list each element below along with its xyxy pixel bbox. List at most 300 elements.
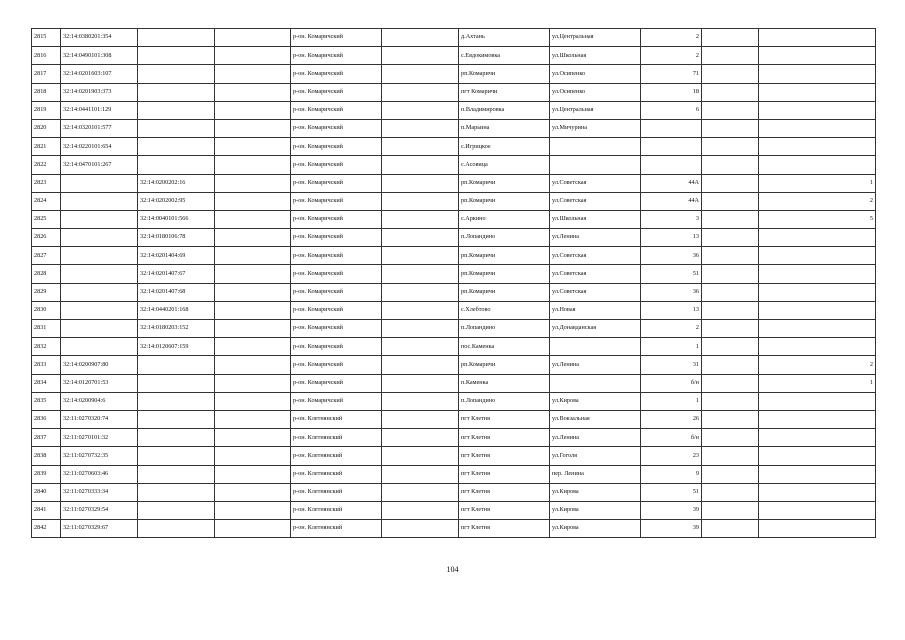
cadastral-number-alt-cell <box>138 465 215 483</box>
street-cell <box>550 156 641 174</box>
district-cell: р-он. Комаричский <box>291 192 382 210</box>
district-cell: р-он. Комаричский <box>291 247 382 265</box>
apartment-cell <box>759 283 876 301</box>
empty-cell <box>215 465 291 483</box>
table-row <box>32 29 876 47</box>
empty-cell <box>215 210 291 228</box>
table-row <box>32 156 876 174</box>
district-cell: р-он. Комаричский <box>291 374 382 392</box>
empty-cell-3 <box>702 192 759 210</box>
cadastral-number-cell: 32:14:0441101:129 <box>61 101 138 119</box>
empty-cell-2 <box>382 192 459 210</box>
street-cell: ул.Осипенко <box>550 83 641 101</box>
cadastral-number-cell: 32:14:0200907:80 <box>61 356 138 374</box>
empty-cell-3 <box>702 65 759 83</box>
apartment-cell: 2 <box>759 356 876 374</box>
empty-cell-2 <box>382 29 459 47</box>
apartment-cell <box>759 138 876 156</box>
empty-cell <box>215 356 291 374</box>
empty-cell-3 <box>702 501 759 519</box>
page-number: 104 <box>446 565 459 574</box>
cadastral-number-cell <box>61 192 138 210</box>
table-row <box>32 501 876 519</box>
cadastral-number-alt-cell: 32:14:0180106:78 <box>138 229 215 247</box>
empty-cell-3 <box>702 520 759 538</box>
table-row <box>32 320 876 338</box>
apartment-cell <box>759 447 876 465</box>
apartment-cell <box>759 520 876 538</box>
row-number-cell: 2826 <box>32 229 61 247</box>
apartment-cell <box>759 47 876 65</box>
row-number-cell: 2839 <box>32 465 61 483</box>
empty-cell-3 <box>702 301 759 319</box>
table-row <box>32 338 876 356</box>
cadastral-number-cell: 32:14:0490101:308 <box>61 47 138 65</box>
row-number-cell: 2815 <box>32 29 61 47</box>
empty-cell-2 <box>382 429 459 447</box>
cadastral-number-alt-cell: 32:14:0180203:152 <box>138 320 215 338</box>
district-cell: р-он. Комаричский <box>291 174 382 192</box>
street-cell <box>550 374 641 392</box>
cadastral-number-alt-cell <box>138 392 215 410</box>
empty-cell-3 <box>702 283 759 301</box>
district-cell: р-он. Комаричский <box>291 138 382 156</box>
table-row <box>32 65 876 83</box>
empty-cell-2 <box>382 47 459 65</box>
district-cell: р-он. Клетнянский <box>291 410 382 428</box>
house-number-cell: 44А <box>641 174 702 192</box>
cadastral-number-cell <box>61 265 138 283</box>
empty-cell-3 <box>702 356 759 374</box>
empty-cell <box>215 410 291 428</box>
cadastral-number-alt-cell <box>138 410 215 428</box>
row-number-cell: 2817 <box>32 65 61 83</box>
street-cell: ул.Осипенко <box>550 65 641 83</box>
row-number-cell: 2827 <box>32 247 61 265</box>
street-cell: ул.Советская <box>550 174 641 192</box>
empty-cell <box>215 429 291 447</box>
empty-cell-2 <box>382 410 459 428</box>
locality-cell: с.Игрицкое <box>459 138 550 156</box>
district-cell: р-он. Комаричский <box>291 392 382 410</box>
house-number-cell: 6 <box>641 101 702 119</box>
table-row <box>32 356 876 374</box>
table-row <box>32 429 876 447</box>
empty-cell-3 <box>702 320 759 338</box>
empty-cell-3 <box>702 156 759 174</box>
district-cell: р-он. Клетнянский <box>291 520 382 538</box>
locality-cell: пгт Клетня <box>459 483 550 501</box>
cadastral-number-alt-cell: 32:14:0040101:566 <box>138 210 215 228</box>
house-number-cell <box>641 156 702 174</box>
apartment-cell <box>759 483 876 501</box>
cadastral-number-alt-cell: 32:14:0200202:16 <box>138 174 215 192</box>
locality-cell: с.Хлебтово <box>459 301 550 319</box>
cadastral-number-cell <box>61 320 138 338</box>
empty-cell <box>215 501 291 519</box>
empty-cell-3 <box>702 465 759 483</box>
empty-cell-2 <box>382 338 459 356</box>
district-cell: р-он. Клетнянский <box>291 429 382 447</box>
table-row <box>32 47 876 65</box>
street-cell <box>550 338 641 356</box>
register-table-body <box>32 29 876 538</box>
house-number-cell: 51 <box>641 265 702 283</box>
street-cell: ул.Гоголя <box>550 447 641 465</box>
street-cell: ул.Советская <box>550 265 641 283</box>
street-cell: ул.Школьная <box>550 210 641 228</box>
locality-cell: рп.Комаричи <box>459 283 550 301</box>
apartment-cell: 1 <box>759 374 876 392</box>
cadastral-number-alt-cell <box>138 374 215 392</box>
cadastral-number-cell: 32:11:0270329:67 <box>61 520 138 538</box>
house-number-cell: 3 <box>641 210 702 228</box>
apartment-cell <box>759 119 876 137</box>
empty-cell-2 <box>382 83 459 101</box>
cadastral-number-cell: 32:14:0201603:107 <box>61 65 138 83</box>
locality-cell: с.Евдокимовка <box>459 47 550 65</box>
apartment-cell: 1 <box>759 174 876 192</box>
district-cell: р-он. Комаричский <box>291 29 382 47</box>
empty-cell-2 <box>382 210 459 228</box>
street-cell: пер. Ленина <box>550 465 641 483</box>
empty-cell-3 <box>702 29 759 47</box>
district-cell: р-он. Клетнянский <box>291 483 382 501</box>
apartment-cell <box>759 301 876 319</box>
street-cell: ул.Кирова <box>550 520 641 538</box>
cadastral-number-alt-cell <box>138 29 215 47</box>
empty-cell-2 <box>382 247 459 265</box>
locality-cell: рп.Комаричи <box>459 65 550 83</box>
cadastral-number-alt-cell: 32:14:0201404:69 <box>138 247 215 265</box>
table-row <box>32 192 876 210</box>
cadastral-number-cell <box>61 174 138 192</box>
row-number-cell: 2828 <box>32 265 61 283</box>
house-number-cell: 51 <box>641 483 702 501</box>
locality-cell: пгт Клетня <box>459 410 550 428</box>
empty-cell <box>215 301 291 319</box>
house-number-cell: 1 <box>641 338 702 356</box>
apartment-cell: 5 <box>759 210 876 228</box>
empty-cell-3 <box>702 374 759 392</box>
table-row <box>32 392 876 410</box>
street-cell: ул.Кирова <box>550 392 641 410</box>
cadastral-number-alt-cell <box>138 65 215 83</box>
apartment-cell <box>759 101 876 119</box>
row-number-cell: 2819 <box>32 101 61 119</box>
row-number-cell: 2824 <box>32 192 61 210</box>
cadastral-number-alt-cell <box>138 138 215 156</box>
empty-cell-2 <box>382 374 459 392</box>
district-cell: р-он. Комаричский <box>291 101 382 119</box>
table-row <box>32 301 876 319</box>
cadastral-number-alt-cell: 32:14:0201407:68 <box>138 283 215 301</box>
empty-cell-3 <box>702 483 759 501</box>
empty-cell-3 <box>702 247 759 265</box>
empty-cell <box>215 192 291 210</box>
empty-cell-2 <box>382 392 459 410</box>
cadastral-number-cell: 32:14:0201903:373 <box>61 83 138 101</box>
street-cell: ул.Советская <box>550 283 641 301</box>
street-cell: ул.Центральная <box>550 29 641 47</box>
empty-cell-2 <box>382 356 459 374</box>
empty-cell-3 <box>702 410 759 428</box>
street-cell <box>550 138 641 156</box>
empty-cell-3 <box>702 119 759 137</box>
table-row <box>32 101 876 119</box>
street-cell: ул.Кирова <box>550 501 641 519</box>
empty-cell <box>215 520 291 538</box>
empty-cell-3 <box>702 210 759 228</box>
empty-cell-2 <box>382 501 459 519</box>
cadastral-number-alt-cell <box>138 119 215 137</box>
table-row <box>32 119 876 137</box>
cadastral-number-cell: 32:11:0270732:35 <box>61 447 138 465</box>
district-cell: р-он. Комаричский <box>291 338 382 356</box>
empty-cell <box>215 483 291 501</box>
cadastral-number-alt-cell: 32:14:0120607:159 <box>138 338 215 356</box>
house-number-cell: 13 <box>641 301 702 319</box>
empty-cell <box>215 101 291 119</box>
empty-cell <box>215 338 291 356</box>
cadastral-number-cell <box>61 301 138 319</box>
locality-cell: рп.Комаричи <box>459 174 550 192</box>
cadastral-number-cell <box>61 229 138 247</box>
cadastral-number-cell: 32:11:0270603:46 <box>61 465 138 483</box>
empty-cell <box>215 374 291 392</box>
empty-cell-3 <box>702 83 759 101</box>
empty-cell <box>215 320 291 338</box>
house-number-cell: 36 <box>641 247 702 265</box>
row-number-cell: 2834 <box>32 374 61 392</box>
locality-cell: пос.Каменка <box>459 338 550 356</box>
table-row <box>32 483 876 501</box>
empty-cell <box>215 283 291 301</box>
row-number-cell: 2823 <box>32 174 61 192</box>
district-cell: р-он. Клетнянский <box>291 465 382 483</box>
empty-cell-3 <box>702 447 759 465</box>
district-cell: р-он. Комаричский <box>291 83 382 101</box>
district-cell: р-он. Комаричский <box>291 320 382 338</box>
street-cell: ул.Ленина <box>550 356 641 374</box>
empty-cell <box>215 392 291 410</box>
locality-cell: п.Каменка <box>459 374 550 392</box>
empty-cell <box>215 229 291 247</box>
row-number-cell: 2830 <box>32 301 61 319</box>
empty-cell <box>215 138 291 156</box>
cadastral-number-alt-cell: 32:14:0440201:168 <box>138 301 215 319</box>
locality-cell: пгт Клетня <box>459 501 550 519</box>
row-number-cell: 2838 <box>32 447 61 465</box>
row-number-cell: 2836 <box>32 410 61 428</box>
empty-cell-2 <box>382 174 459 192</box>
table-row <box>32 283 876 301</box>
house-number-cell: 39 <box>641 501 702 519</box>
cadastral-number-cell: 32:11:0270101:32 <box>61 429 138 447</box>
house-number-cell: 2 <box>641 29 702 47</box>
empty-cell-3 <box>702 138 759 156</box>
street-cell: ул.Донавданская <box>550 320 641 338</box>
apartment-cell: 2 <box>759 192 876 210</box>
house-number-cell: 18 <box>641 83 702 101</box>
cadastral-number-alt-cell <box>138 520 215 538</box>
apartment-cell <box>759 338 876 356</box>
empty-cell <box>215 174 291 192</box>
apartment-cell <box>759 247 876 265</box>
row-number-cell: 2833 <box>32 356 61 374</box>
cadastral-number-alt-cell <box>138 47 215 65</box>
house-number-cell: 26 <box>641 410 702 428</box>
street-cell: ул.Кирова <box>550 483 641 501</box>
empty-cell <box>215 156 291 174</box>
row-number-cell: 2841 <box>32 501 61 519</box>
row-number-cell: 2831 <box>32 320 61 338</box>
empty-cell <box>215 447 291 465</box>
empty-cell-3 <box>702 429 759 447</box>
empty-cell-2 <box>382 65 459 83</box>
empty-cell-2 <box>382 301 459 319</box>
house-number-cell: 9 <box>641 465 702 483</box>
district-cell: р-он. Комаричский <box>291 47 382 65</box>
table-row <box>32 465 876 483</box>
apartment-cell <box>759 65 876 83</box>
house-number-cell: 1 <box>641 392 702 410</box>
cadastral-number-alt-cell <box>138 156 215 174</box>
locality-cell: рп.Комаричи <box>459 192 550 210</box>
apartment-cell <box>759 265 876 283</box>
row-number-cell: 2835 <box>32 392 61 410</box>
locality-cell: п.Владимировка <box>459 101 550 119</box>
locality-cell: п.Лопандино <box>459 229 550 247</box>
table-row <box>32 374 876 392</box>
locality-cell: рп.Комаричи <box>459 265 550 283</box>
empty-cell-3 <box>702 47 759 65</box>
table-row <box>32 520 876 538</box>
empty-cell-2 <box>382 156 459 174</box>
empty-cell-3 <box>702 229 759 247</box>
cadastral-number-cell: 32:14:0220101:654 <box>61 138 138 156</box>
register-table <box>31 28 876 538</box>
cadastral-number-cell: 32:14:0120701:53 <box>61 374 138 392</box>
empty-cell <box>215 65 291 83</box>
apartment-cell <box>759 320 876 338</box>
empty-cell <box>215 119 291 137</box>
apartment-cell <box>759 156 876 174</box>
locality-cell: рп.Комаричи <box>459 247 550 265</box>
empty-cell-2 <box>382 283 459 301</box>
row-number-cell: 2832 <box>32 338 61 356</box>
district-cell: р-он. Комаричский <box>291 65 382 83</box>
house-number-cell: б/н <box>641 374 702 392</box>
house-number-cell: 71 <box>641 65 702 83</box>
table-row <box>32 83 876 101</box>
cadastral-number-alt-cell <box>138 83 215 101</box>
empty-cell-2 <box>382 447 459 465</box>
table-row <box>32 410 876 428</box>
district-cell: р-он. Комаричский <box>291 301 382 319</box>
street-cell: ул.Советская <box>550 247 641 265</box>
street-cell: ул.Центральная <box>550 101 641 119</box>
empty-cell <box>215 265 291 283</box>
cadastral-number-cell: 32:14:0380201:354 <box>61 29 138 47</box>
locality-cell: п.Лопандино <box>459 320 550 338</box>
row-number-cell: 2822 <box>32 156 61 174</box>
locality-cell: пгт Комаричи <box>459 83 550 101</box>
house-number-cell: 36 <box>641 283 702 301</box>
locality-cell: рп.Комаричи <box>459 356 550 374</box>
table-row <box>32 138 876 156</box>
district-cell: р-он. Комаричский <box>291 229 382 247</box>
empty-cell-2 <box>382 229 459 247</box>
district-cell: р-он. Клетнянский <box>291 447 382 465</box>
cadastral-number-alt-cell <box>138 356 215 374</box>
house-number-cell: 2 <box>641 320 702 338</box>
district-cell: р-он. Комаричский <box>291 356 382 374</box>
table-row <box>32 265 876 283</box>
empty-cell <box>215 47 291 65</box>
empty-cell-2 <box>382 465 459 483</box>
locality-cell: п.Лопандино <box>459 392 550 410</box>
table-row <box>32 229 876 247</box>
cadastral-number-cell: 32:11:0270329:54 <box>61 501 138 519</box>
house-number-cell: 44А <box>641 192 702 210</box>
row-number-cell: 2842 <box>32 520 61 538</box>
cadastral-number-cell: 32:11:0270320:74 <box>61 410 138 428</box>
cadastral-number-cell <box>61 247 138 265</box>
street-cell: ул.Ленина <box>550 229 641 247</box>
locality-cell: пгт Клетня <box>459 520 550 538</box>
locality-cell: пгт Клетня <box>459 429 550 447</box>
cadastral-number-cell: 32:11:0270333:34 <box>61 483 138 501</box>
table-row <box>32 447 876 465</box>
locality-cell: д.Ахтань <box>459 29 550 47</box>
district-cell: р-он. Комаричский <box>291 210 382 228</box>
district-cell: р-он. Комаричский <box>291 265 382 283</box>
empty-cell <box>215 29 291 47</box>
cadastral-number-alt-cell <box>138 429 215 447</box>
street-cell: ул.Школьная <box>550 47 641 65</box>
apartment-cell <box>759 83 876 101</box>
district-cell: р-он. Комаричский <box>291 283 382 301</box>
street-cell: ул.Вокзальная <box>550 410 641 428</box>
street-cell: ул.Мичурина <box>550 119 641 137</box>
table-row <box>32 247 876 265</box>
empty-cell-2 <box>382 138 459 156</box>
empty-cell-2 <box>382 520 459 538</box>
apartment-cell <box>759 429 876 447</box>
row-number-cell: 2837 <box>32 429 61 447</box>
cadastral-number-alt-cell <box>138 101 215 119</box>
cadastral-number-cell: 32:14:0320101:577 <box>61 119 138 137</box>
house-number-cell: 31 <box>641 356 702 374</box>
apartment-cell <box>759 392 876 410</box>
row-number-cell: 2840 <box>32 483 61 501</box>
cadastral-number-alt-cell: 32:14:0202002:95 <box>138 192 215 210</box>
empty-cell-2 <box>382 483 459 501</box>
street-cell: ул.Новая <box>550 301 641 319</box>
cadastral-number-cell <box>61 338 138 356</box>
row-number-cell: 2820 <box>32 119 61 137</box>
cadastral-number-cell <box>61 283 138 301</box>
cadastral-number-alt-cell <box>138 447 215 465</box>
locality-cell: пгт Клетня <box>459 465 550 483</box>
locality-cell: с.Асовица <box>459 156 550 174</box>
row-number-cell: 2829 <box>32 283 61 301</box>
empty-cell-2 <box>382 119 459 137</box>
house-number-cell: 2 <box>641 47 702 65</box>
house-number-cell <box>641 138 702 156</box>
house-number-cell: б/н <box>641 429 702 447</box>
